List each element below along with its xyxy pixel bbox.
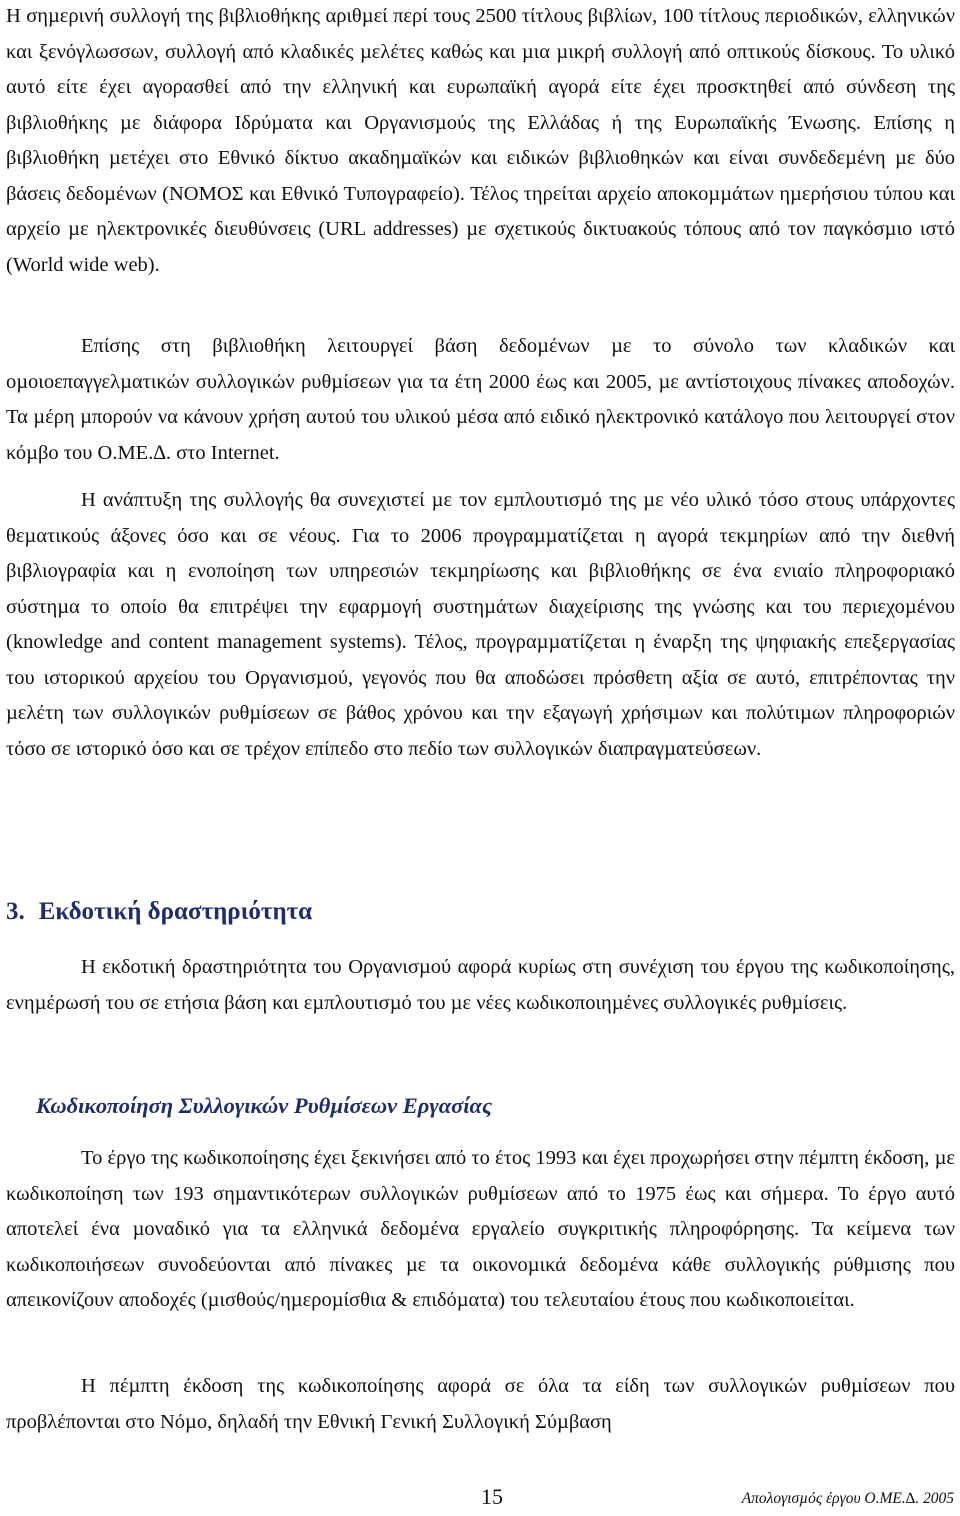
paragraph-publishing-activity: Η εκδοτική δραστηριότητα του Οργανισµού αφορά κυρίως στη συνέχιση του έργου της κωδικοποίησης, ενηµέρωσή του σε ετήσια βάση και εµπλουτισµό του µε νέες κωδικοποιηµένες συλλογικές ρυθµίσεις. — [6, 956, 955, 1014]
paragraph-codification-project: Το έργο της κωδικοποίησης έχει ξεκινήσει από το έτος 1993 και έχει προχωρήσει στην πέµπτη έκδοση, µε κωδικοποίηση των 193 σηµαντικότερων συλλογικών ρυθµίσεων από το 1975 έως και σήµερα. Το έργο αυτό αποτελεί ένα µοναδικό για τα ελληνικά δεδοµένα εργαλείο συγκριτικής πληροφόρησης. Τα κείµενα των κωδικοποιήσεων συνοδεύονται από πίνακες µε τα οικονοµικά δεδοµένα κάθε συλλογικής ρύθµισης που απεικονίζουν αποδοχές (µισθούς/ηµεροµίσθια & επιδόµατα) του τελευταίου έτους που κωδικοποιείται. — [6, 1147, 955, 1311]
section-number: 3. — [6, 898, 25, 925]
footer-document-title: Απολογισµός έργου Ο.ΜΕ.∆. 2005 — [741, 1490, 954, 1507]
paragraph-library-collection: Η σηµερινή συλλογή της βιβλιοθήκης αριθµεί περί τους 2500 τίτλους βιβλίων, 100 τίτλους περιοδικών, ελληνικών και ξενόγλωσσων, συλλογή από κλαδικές µελέτες καθώς και µια µικρή συλλογή από οπτικούς δίσκους. Το υλικό αυτό είτε έχει αγορασθεί από την ελληνική και ευρωπαϊκή αγορά είτε έχει προσκτηθεί από σύνδεση της βιβλιοθήκης µε διάφορα Ιδρύµατα και Οργανισµούς της Ελλάδας ή της Ευρωπαϊκής Ένωσης. Επίσης η βιβλιοθήκη µετέχει στο Εθνικό δίκτυο ακαδηµαϊκών και ειδικών βιβλιοθηκών και είναι συνδεδεµένη µε δύο βάσεις δεδοµένων (ΝΟΜΟΣ και Εθνικό Τυπογραφείο). Τέλος τηρείται αρχείο αποκοµµάτων ηµερήσιου τύπου και αρχείο µε ηλεκτρονικές διευθύνσεις (URL addresses) µε σχετικούς δικτυακούς τόπους από τον παγκόσµιο ιστό (World wide web). — [6, 5, 955, 276]
paragraph-fifth-edition: Η πέµπτη έκδοση της κωδικοποίησης αφορά σε όλα τα είδη των συλλογικών ρυθµίσεων που προβλέπονται στο Νόµο, δηλαδή την Εθνική Γενική Συλλογική Σύµβαση — [6, 1375, 955, 1433]
subsection-heading: Κωδικοποίηση Συλλογικών Ρυθµίσεων Εργασίας — [36, 1093, 493, 1118]
paragraph-database: Επίσης στη βιβλιοθήκη λειτουργεί βάση δεδοµένων µε το σύνολο των κλαδικών και οµοιοεπαγγελµατικών συλλογικών ρυθµίσεων για τα έτη 2000 έως και 2005, µε αντίστοιχους πίνακες αποδοχών. Τα µέρη µπορούν να κάνουν χρήση αυτού του υλικού µέσα από ειδικό ηλεκτρονικό κατάλογο που λειτουργεί στον κόµβο του Ο.ΜΕ.∆. στο Internet. — [6, 335, 955, 464]
section-title: Εκδοτική δραστηριότητα — [38, 898, 313, 925]
paragraph-collection-development: Η ανάπτυξη της συλλογής θα συνεχιστεί µε τον εµπλουτισµό της µε νέο υλικό τόσο στους υπάρχοντες θεµατικούς άξονες όσο και σε νέους. Για το 2006 προγραµµατίζεται η αγορά τεκµηρίων από την διεθνή βιβλιογραφία και η ενοποίηση των υπηρεσιών τεκµηρίωσης και βιβλιοθήκης σε ένα ενιαίο πληροφοριακό σύστηµα το οποίο θα επιτρέψει την εφαρµογή συστηµάτων διαχείρισης της γνώσης και του περιεχοµένου (knowledge and content management systems). Τέλος, προγραµµατίζεται η έναρξη της ψηφιακής επεξεργασίας του ιστορικού αρχείου του Οργανισµού, γεγονός που θα αποδώσει πρόσθετη αξία σε αυτό, επιτρέποντας την µελέτη των συλλογικών ρυθµίσεων σε βάθος χρόνου και την εξαγωγή χρήσιµων και πολύτιµων πληροφοριών τόσο σε ιστορικό όσο και σε τρέχον επίπεδο στο πεδίο των συλλογικών διαπραγµατεύσεων. — [6, 489, 955, 760]
page-number: 15 — [481, 1484, 503, 1509]
section-heading — [6, 898, 312, 926]
